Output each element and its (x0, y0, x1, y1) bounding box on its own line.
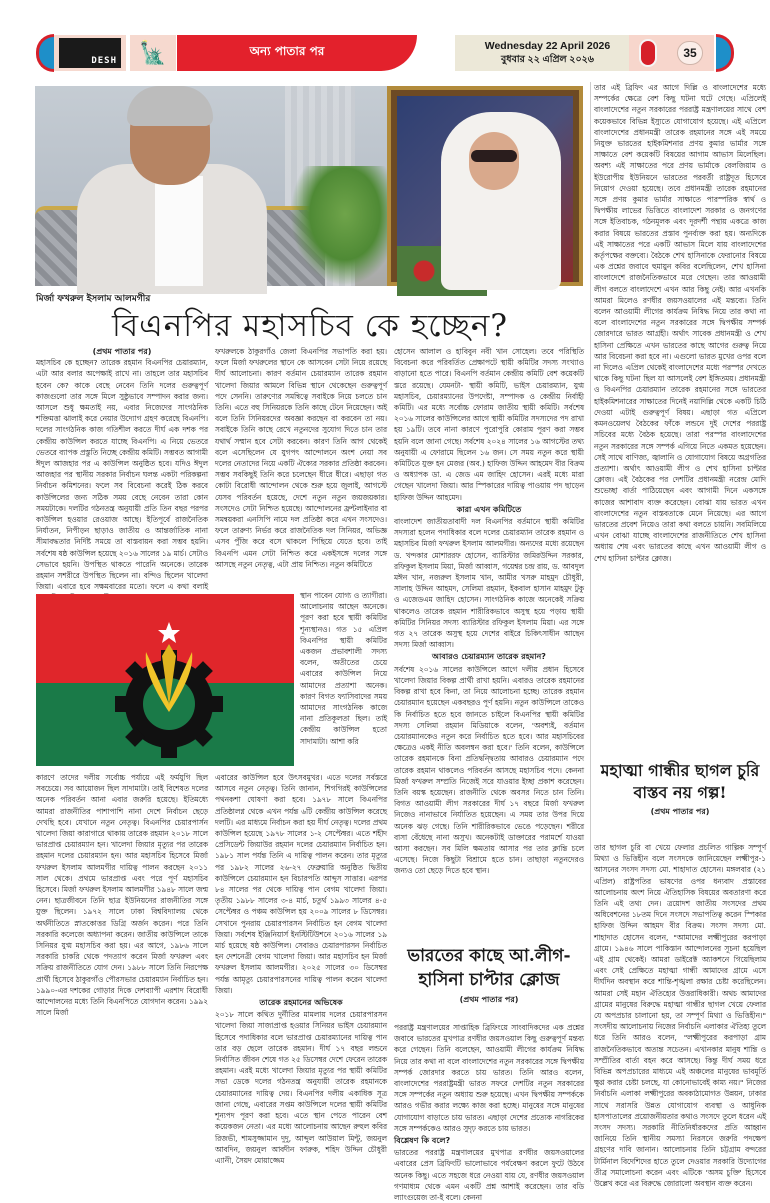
photo-caption: মির্জা ফখরুল ইসলাম আলমগীর (36, 294, 151, 304)
subheading-tarique: তারেক রহমানের অভিষেক (259, 998, 343, 1008)
main-article-column-2 (215, 346, 387, 586)
india-continued-label (394, 994, 584, 1005)
article-text: পররাষ্ট্র মন্ত্রণালয়ের সাপ্তাহিক ব্রিফিংয়ে সাংবাদিকদের এক প্রশ্নের জবাবে ভারতের মুখপাত্র রণধীর জয়সওয়াল কিছু গুরুত্বপূর্ণ মন্তব্য করে গেছেন। তিনি বলেছেন, আওয়ামী লীগের কার্যক্রম নিষিদ্ধ নিয়ে তার কথা না বলে বাংলাদেশের নতুন সরকারের সঙ্গে দ্বিপক্ষীয় সম্পর্ক জোরদার করতে চায় ভারত। তিনি আরও বলেন, বাংলাদেশের পররাষ্ট্রমন্ত্রী ভারত সফরে দেশটির নতুন সরকারের সঙ্গে সম্পর্কের নতুন অধ্যায় শুরু হয়েছে। এখন দ্বিপক্ষীয় সম্পর্ককে আরও গভীর করার লক্ষ্যে কাজ করা হচ্ছে। মানুষের সঙ্গে মানুষের যোগাযোগ বাড়াতে চায় ভারত। এছাড়া দেশের প্রত্যেক নাগরিকের সঙ্গে সম্পর্ককেও আরও সুদৃঢ় করতে চায় ভারত। (394, 1023, 584, 1133)
gandhi-article-body (594, 842, 766, 1189)
newspaper-logo[interactable] (54, 35, 126, 71)
main-article-column-3 (394, 346, 584, 896)
page-number-box (629, 35, 714, 71)
article-text: ২০১৮ সালে কথিত দুর্নীতির মামলায় দলের চেয়ারপারসন খালেদা জিয়া সাজাপ্রাপ্ত হওয়ার সিনিয়র ভাইস চেয়ারম্যান হিসেবে পদাধিকার বলে ভারপ্রাপ্ত চেয়ারম্যানের দায়িত্ব পান তার বড় ছেলে তারেক রহমান। দীর্ঘ ১৭ বছর লন্ডনে নির্বাসিত জীবন শেষে গত ২৫ ডিসেম্বর দেশে ফেরেন তারেক রহমান। এরই মধ্যে খালেদা জিয়ার মৃত্যুর পর স্থায়ী কমিটির সভা ডেকে দলের গঠনতন্ত্র অনুযায়ী তারেক রহমানকে চেয়ারম্যানের দায়িত্ব দেয়। বিএনপির দলীয় একাধিক সূত্র জানা গেছে, এবারের সপ্তম কাউন্সিলে দলের স্থায়ী কমিটির শূন্যপদ পূরণ করা হবে। এতে স্থান পেতে পারেন বেশ কয়েকজন নেতা। এর মধ্যে আলোচনায় আছেন রুহুল কবির রিজভী, শামসুজ্জামান দুদু, আব্দুল আউয়াল মিন্টু, জয়নুল আবদিন, জয়নুল আবদীন ফারুক, শহিদ উদ্দিন চৌধুরী এ্যানী, সৈয়দ মোয়াজ্জেম (215, 1010, 387, 1165)
date-bangla: বুধবার ২২ এপ্রিল ২০২৬ (501, 54, 594, 65)
article-text: স্থান পাবেন যোগ্য ও ত্যাগীরা। আলোচনায় আছেন অনেকে। পূরণ করা হবে স্থায়ী কমিটির শূন্যস্থানও। গত ১৫ এপ্রিল বিএনপির স্থায়ী কমিটির একজন প্রভাবশালী সদস্য বলেন, অতীতের চেয়ে এবারের কাউন্সিল নিয়ে আমাদের প্রত্যাশা অনেক। কারণ বিগত ফ্যাসিবাদের সময় আমাদের সাংগঠনিক কাজে নানা প্রতিকূলতা ছিল। তাই কেন্দ্রীয় কাউন্সিল হতো সাদামাটা। আশা করি (300, 591, 387, 746)
subheading-committee: কারা এখন কমিটিতে (456, 504, 522, 514)
continued-from-label: (প্রথম পাতার পর) (459, 995, 519, 1004)
logo-mark: DESH (59, 38, 121, 68)
article-text: এবারের কাউন্সিল হবে উৎসবমুখর। এতে দলের সর্বস্তরে আসবে নতুন নেতৃত্ব। তিনি জানান, শিগগিরই কাউন্সিলের পথনকশা ঘোষণা করা হবে। ১৯৭৮ সালে বিএনপির প্রতিষ্ঠালগ্ন থেকে এখন পর্যন্ত ৬টি কেন্দ্রীয় কাউন্সিল করেছে দলটি। এর মাধ্যমে নির্বাচন করা হয় দীর্ঘ নেতৃত্ব। দলের প্রথম কাউন্সিল হয়েছে ১৯৭৮ সালের ১-২ সেপ্টেম্বর। এতে শহীদ প্রেসিডেন্ট জিয়াউর রহমান দলের চেয়ারম্যান নির্বাচিত হন। ১৯৮১ সাল পর্যন্ত তিনি এ দায়িত্ব পালন করেন। তার মৃত্যুর পর ১৯৮২ সালের ২৬-২৭ ফেব্রুয়ারি অনুষ্ঠিত দ্বিতীয় কাউন্সিলে চেয়ারম্যান হন বিচারপতি আব্দুস সাত্তার। এরপর ৮৪ সালের পর থেকে দায়িত্ব পান বেগম খালেদা জিয়া। তৃতীয় ১৯৮৮ সালের ৩-৪ মার্চ, চতুর্থ ১৯৯৩ সালের ৪-৫ সেপ্টেম্বর ও পঞ্চম কাউন্সিল হয় ২০০৯ সালের ৮ ডিসেম্বর। সেখানে পুনরায় চেয়ারপারসন নির্বাচিত হন বেগম খালেদা জিয়া। সর্বশেষ ইঞ্জিনিয়ার্স ইনস্টিটিউশনে ২০১৬ সালের ১৯ মার্চ হয়েছে ষষ্ঠ কাউন্সিল। সেবারও চেয়ারপারসন নির্বাচিত হন দেশনেত্রী বেগম খালেদা জিয়া। আর মহাসচিব হন মির্জা ফখরুল ইসলাম আলমগীর। ২০২৫ সালের ৩০ ডিসেম্বর পর্যন্ত আমৃত্যু চেয়ারপারসনের দায়িত্ব পালন করেন খালেদা জিয়া। (215, 773, 387, 995)
main-article-column-1 (36, 346, 208, 592)
photo-portrait-frame (387, 86, 583, 286)
subheading-chairman-again: আবারও চেয়ারম্যান তারেক রহমান? (432, 652, 546, 662)
continued-from-label: (প্রথম পাতার পর) (92, 347, 152, 356)
continued-from-label: (প্রথম পাতার পর) (650, 807, 710, 816)
article-text: তার ছাগল চুরি বা খেয়ে ফেলার প্রচলিত গাল্পিক সম্পূর্ণ মিথ্যা ও ভিত্তিহীন বলে সংসদকে জানিয়েছেন লক্ষ্মীপুর-১ আসনের সংসদ সদস্য মো. শাহাদাত হোসেন। মঙ্গলবার (২১ এপ্রিল) রাষ্ট্রপতির ভাষণের ওপর ধন্যবাদ প্রস্তাবের আলোচনায় অংশ নিয়ে ঐতিহাসিক বিষয়ের অবতারণা করে তিনি এই তথ্য দেন। ত্রয়োদশ জাতীয় সংসদের প্রথম অধিবেশনের ১৮তম দিনে সংসদে সভাপতিত্ব করেন স্পিকার হাফিজ উদ্দিন আহমদ বীর বিক্রম। সংসদ সদস্য মো. শাহাদাত হোসেন বলেন, "আমাদের লক্ষ্মীপুরের করপাড়া গ্রামে। ১৯৪৬ সালে পাকিস্তান আন্দোলনের সূচনা হয়েছিল এই গ্রাম থেকেই। আমরা ডাইরেক্ট অ্যাকশনে গিয়েছিলাম এবং সেই প্রেক্ষিতে মহাত্মা গান্ধী আমাদের গ্রামে এসে দীর্ঘদিন অবস্থান করে শান্তি-শৃঙ্খলা রক্ষার চেষ্টা করেছিলেন। আমরা সেই মহান ঐতিহ্যের উত্তরাধিকারী। অথচ আমাদের গ্রামের মানুষের বিরুদ্ধে মহাত্মা গান্ধীর ছাগল খেয়ে ফেলার যে অপপ্রচার চালানো হয়, তা সম্পূর্ণ মিথ্যা ও ভিত্তিহীন।" সংসদীয় আলোচনায় নিজের নির্বাচনি এলাকার ঐতিহ্য তুলে ধরে তিনি আরও বলেন, "লক্ষ্মীপুরের করপাড়া গ্রাম রাজনৈতিকভাবে অত্যন্ত সচেতন। এখানকার মানুষ শান্তি ও সম্প্রীতির বার্তা বহন করে আসছে। কিন্তু দীর্ঘ সময় ধরে বিভিন্ন অপপ্রচারের মাধ্যমে এই অঞ্চলের মানুষের ভাবমূর্তি ক্ষুণ্ণ করার চেষ্টা চলছে, যা কোনোভাবেই কাম্য নয়।" নিজের নির্বাচনি এলাকা লক্ষ্মীপুরের অবকাঠামোগত উন্নয়ন, ঢাকার সাথে সরাসরি উন্নত যোগাযোগ ব্যবস্থা ও আধুনিক হাসপাতালের প্রয়োজনীয়তার কথাও সংসদে তুলে ধরেন এই সংসদ সদস্য। সরকারি নীতিনির্ধারকদের প্রতি আহ্বান জানিয়ে তিনি স্থানীয় সমস্যা নিরসনে জরুরি পদক্ষেপ গ্রহণের দাবি জানান। আলোচনায় তিনি চট্টগ্রাম বন্দরের টার্মিনাল বিদেশিদের হাতে তুলে দেওয়ার সরকারি উদ্যোগের তীব্র সমালোচনা করেন এবং এটিকে 'অসম চুক্তি' হিসেবে উল্লেখ করে এর বিরুদ্ধে জোরালো অবস্থান ব্যক্ত করেন। (594, 843, 766, 1189)
photo-plant (290, 166, 400, 286)
portrait-sunglasses (471, 150, 517, 162)
column-divider (590, 82, 591, 1182)
gandhi-continued-label (594, 806, 766, 817)
article-text: হোসেন আলাল ও হাবিবুন নবী খান সোহেল। তবে পরিস্থিতি বিবেচনা করে পরিবর্তিত প্রেক্ষাপটে স্থায়ী কমিটির সদস্য সংখ্যাও বাড়ানো হতে পারে। বিএনপি বর্তমান কেন্দ্রীয় কমিটি বেশ কয়েকটি স্তরে রয়েছে। যেমনটা- স্থায়ী কমিটি, ভাইস চেয়ারম্যান, যুগ্ম মহাসচিব, চেয়ারম্যানের উপদেষ্টা, সম্পাদক ও কেন্দ্রীয় নির্বাহী কমিটি। এর মধ্যে সর্বোচ্চ ফোরাম জাতীয় স্থায়ী কমিটি। সর্বশেষ ২০১৬ সালের কাউন্সিলের আগে স্থায়ী কমিটির সদস্যদের পদ রাখা হয় ১৯টি। তবে নানা কারণে পুরোপুরি কোরাম পূরণ করা সম্ভব হয়নি বলে জানা গেছে। সর্বশেষ ২০২৪ সালের ১৬ আগস্টের তথ্য অনুযায়ী এ ফোরামে ছিলেন ১৬ জন। সে সময় নতুন করে স্থায়ী কমিটিতে যুক্ত হন মেজর (অব.) হাফিজ উদ্দিন আহমেদ বীর বিক্রম ও অধ্যাপক ডা. এ জেড এম জাহিদ হোসেন। এরই মধ্যে মারা গেছেন খালেদা জিয়া। আর স্পিকারের দায়িত্ব পাওয়ায় পদ ছাড়েন হাফিজ উদ্দিন আহমেদ। (394, 347, 584, 502)
gandhi-article-headline[interactable]: মহাত্মা গান্ধীর ছাগল চুরি বাস্তব নয় গল্প! (600, 761, 760, 802)
page-number: 35 (677, 41, 703, 65)
article-text: বাংলাদেশ জাতীয়তাবাদী দল বিএনপির বর্তমানে স্থায়ী কমিটির সদস্যরা হলেন পদাধিকার বলে দলের চেয়ারম্যান তারেক রহমান ও মহাসচিব মির্জা ফখরুল ইসলাম আলমগীর। অন্যদের মধ্যে রয়েছেন ড. খন্দকার মোশাররফ হোসেন, ব্যারিস্টার জমিরউদ্দিন সরকার, রফিকুল ইসলাম মিয়া, মির্জা আব্বাস, গয়েশ্বর চন্দ্র রায়, ড. আবদুল মঈন খান, নজরুল ইসলাম খান, আমীর খসরু মাহমুদ চৌধুরী, সালাহ উদ্দিন আহমদ, সেলিমা রহমান, ইকবাল হাসান মাহমুদ টুকু ও এজেডএম জাহিদ হোসেন। সাংগঠনিক কাজে অনেকেই সক্রিয় থাকলেও তারেক রহমান শারীরিকভাবে অসুস্থ হয়ে পড়ায় স্থায়ী কমিটির সিনিয়র সদস্য ব্যারিস্টার রফিকুল ইসলাম মিয়া। এর সঙ্গে গত ২৭ তারেক অসুস্থ হয়ে দেশের বাইরে চিকিৎসাধীন আছেন সদস্য মির্জা আব্বাস। (394, 517, 584, 650)
header-right-arc (716, 34, 734, 72)
article-text: মহাসচিব কে হচ্ছেন? তারেক রহমান বিএনপির চেয়ারম্যান, এটা আর বলার অপেক্ষাই রাখে না। তাহলে তার মহাসচিব হবেন কে? কাকে বেছে নেবেন তিনি দলের গুরুত্বপূর্ণ কাজগুলো তার সঙ্গে মিলে সুষ্ঠুভাবে সম্পাদন করার জন্য। আসলে শুধু ক্ষমতাই নয়, এবার নিজেদের সাংগঠনিক শক্তিমত্তা ঝালাই করে নেয়ার উদ্যোগ গ্রহণ করেছে বিএনপি। দলের সাংগঠনিক কাজ গতিশীল করতে দীর্ঘ এক দশক পর কেন্দ্রীয় কাউন্সিল করতে যাচ্ছে বিএনপি। এ নিয়ে ভেতরে ভেতরে ব্যাপক প্রস্তুতি নিচ্ছে কেন্দ্রীয় কমিটি। সম্ভবত আগামী ঈদুল আজহার পর এ কাউন্সিল অনুষ্ঠিত হবে। যদিও ঈদুল আজহার পর স্থানীয় সরকার নির্বাচন ঘলন্ত একটা পরিকল্পনা নির্বাচন কমিশনের। ফলে সব বিবেচনা করেই ঠিক করবে কাউন্সিলের জন্য সঠিক সময় বেছে নেবেন তারা কোন সময়টাকে। দলটির গঠনতন্ত্র অনুযায়ী প্রতি তিন বছর পরপর কাউন্সিল হওয়ার রেওয়াজ আছে। ইতিপূর্বে রাজনৈতিক নির্যাতন, নিপীড়ন ছাড়াও জাতীয় ও আন্তর্জাতিক নানা সীমাবদ্ধতার নির্দিষ্ট সময়ে তা বাস্তবায়ন করা সম্ভব হয়নি। সর্বশেষ ষষ্ঠ কাউন্সিল হয়েছে ২০১৬ সালের ১৯ মার্চ। সেটাও সেভাবে হয়নি। উপস্থিত থাকতে পারেনি অনেকে। তারেক রহমান সশরীরে উপস্থিত ছিলেন না। বন্দিও ছিলেন খালেদা জিয়া। এবারে হবে সক্ষমবারের মতো। ফলে এ কথা বলাই (36, 358, 208, 592)
article-text: ভারতের পররাষ্ট্র মন্ত্রণালয়ের মুখপাত্র রণধীর জয়সওয়ালের এবারের প্রেস ব্রিফিংটি ভালোভাবে পর্যবেক্ষণ করলে ফুটে উঠবে অনেক কিছু। এতে সহজে ধরে নেওয়া যায় যে, রণধীর জয়সওয়াল গণমাধ্যম থেকে এমন একটি প্রশ্ন আশাই করেছেন। তার বডি ল্যাংগুয়েজ তা-ই বলে। কেননা (394, 1148, 584, 1203)
star-icon (158, 622, 180, 643)
subheading-analysis: বিশ্লেষণ কি বলে? (394, 1136, 451, 1146)
main-article-column-2-continued (215, 772, 387, 1184)
india-article-headline[interactable]: ভারতের কাছে আ.লীগ-হাসিনা চাপ্টার ক্লোজ (407, 946, 571, 990)
article-text: তার এই ব্রিফিং এর আগে দিল্লি ও বাংলাদেশের মধ্যে সম্পর্কের ক্ষেত্রে বেশ কিছু ঘটনা ঘটে গেছে। এপ্রিলেই বাংলাদেশের নতুন সরকারের পররাষ্ট্র মন্ত্রণালয়ের সাথে বেশ কয়েকভাবে বিভিন্ন ইস্যুতে যোগাযোগ হয়েছে। এই এপ্রিলে বাংলাদেশের প্রধানমন্ত্রী তারেক রহমানের সঙ্গে এই সময়ে নিযুক্ত ভারতের হাইকমিশনার প্রণয় কুমার ভার্মার সঙ্গে সাক্ষাতে বেশ কয়েকটি বিষয়ের আগাম আভাস মিলেছিল। অবশ্য এই সাক্ষাতের পরে প্রণয় ভার্মাকে বেলজিয়াম ও ইউরোপীয় ইউনিয়নে ভারতের পরবর্তী রাষ্ট্রদূত হিসেবে নিয়োগ দেওয়া হয়েছে। তবে প্রধানমন্ত্রী তারেক রহমানের সঙ্গে প্রণয় কুমার ভার্মার সাক্ষাতে পারস্পরিক স্বার্থ ও দ্বিপক্ষীয় লাভের ভিত্তিতে বাংলাদেশ সরকার ও জনগণের সঙ্গে ইতিবাচক, গঠনমূলক এবং দূরদর্শী পন্থায় একত্রে কাজ করার বিষয়ে ভারতের প্রস্তাব পুনর্ব্যক্ত করা হয়। অন্যদিকে এই সাক্ষাতের পরে একটি আভাস মিলে যায় বাংলাদেশের কর্তৃপক্ষের বক্তব্যে। বৈঠকে শেখ হাসিনাকে ফেরানোর বিষয়ে এক প্রশ্নের জবাবে হুমায়ুন কবির বলেছিলেন, শেখ হাসিনা বাংলাদেশে রাজনৈতিকভাবে মরে গেছেন। তার আওয়ামী লীগ বলতে বাংলাদেশে এখন আর কিছু নেই। আর এখনকি আমরা মিলেও রণধীর জয়সওয়ালের এই মন্তব্যে। তিনি বলেন আওয়ামী লীগের কার্যক্রম নিষিদ্ধ নিয়ে তার কথা না বলে বাংলাদেশের নতুন সরকারের সঙ্গে দ্বিপক্ষীয় সম্পর্ক জোরদারে ভারত আগ্রহী। অর্থাৎ সাবেক প্রধানমন্ত্রী ও শেখ হাসিনা প্রেক্ষিতে এখন ভারতের কাছে আগের গুরুত্ব নিয়ে আর বিবেচনা করা হবে না। এগুলো ভারত মুখের ওপর বলে না দিলেও এপ্রিল থেকেই বাংলাদেশের মধ্যে পরস্পর দেখতে থাকে কিছু ঘটনা ছিল যা আসলেই বেশ ইঙ্গিতময়। প্রধানমন্ত্রী ও বিএনপির চেয়ারম্যান তারেক রহমানের সঙ্গে ভারতের হাইকমিশনারের সাক্ষাতের দিনেই নয়াদিল্লি থেকে একটি চিঠি দেওয়া এটাই গুরুত্বপূর্ণ বিষয়। এছাড়া গত এপ্রিলে কমনওয়েলথ বৈঠকের ফাঁকে লন্ডনে দুই দেশের পররাষ্ট্র সচিবের মধ্যে বৈঠক হয়েছে। তারা পরস্পর বাংলাদেশের নতুন সরকারের সঙ্গে সম্পর্ক এগিয়ে নিতে একমত হয়েছেন। সেই সাথে বাণিজ্য, জ্বালানি ও যোগাযোগ বিষয়ে অগ্রগতির প্রত্যাশা। অর্থাৎ আওয়ামী লীগ ও শেখ হাসিনা চাপ্টার ক্লোজ। এই বৈঠকের পর দেশটির প্রধানমন্ত্রী নরেন্দ্র মোদি শুভেচ্ছা বার্তা পাঠিয়েছেন এবং আগামী দিনে একসঙ্গে কাজের আশাবাদ ব্যক্ত করেছেন। বোঝা যায় ভারত এখন বাংলাদেশের নতুন বাস্তবতাকে মেনে নিয়েছে। এর আগে ভারতের প্রবেশ নিয়েও তারা কথা বলতে চায়নি। সবমিলিয়ে এখন বোঝা যাচ্ছে বাংলাদেশের রাজনীতিতে শেখ হাসিনা অধ্যায় শেষ এবং ভারতের কাছে এখন আওয়ামী লীগ ও শেখ হাসিনা চাপ্টার ক্লোজ। (594, 83, 766, 563)
article-text: সর্বশেষ ২০১৬ সালের কাউন্সিলে আগে দলীয় প্রধান হিসেবে খালেদা জিয়ার বিকল্প প্রার্থী রাখা হয়নি। এবারও তারেক রহমানের বিকল্প রাখা হবে কিনা, তা নিয়ে আলোচনা হচ্ছে। তারেক রহমান চেয়ারম্যান হয়েছেন একবছরও পূর্ণ হয়নি। নতুন কাউন্সিলে তাকেও কি নির্বাচিত হতে হবে জানতে চাইলে বিএনপির স্থায়ী কমিটির সদস্য সেলিমা রহমান মিডিয়াকে বলেন, 'অবশ্যই, বর্তমান চেয়ারম্যানকেও নতুন করে নির্বাচিত হতে হবে। আর মহাসচিবের ক্ষেত্রেও একই নীতি অবলম্বন করা হবে।' তিনি বলেন, কাউন্সিলে তারেক রহমানকে বিনা প্রতিদ্বন্দ্বিতায় আবারও চেয়ারম্যান পদে তারেক রহমান থাকলেও পরিবর্তন আসছে মহাসচিব পদে। কেননা মির্জা ফখরুল সম্প্রতি নিজেই সরে যাওয়ার ইচ্ছা প্রকাশ করেছেন। তিনি বয়স্ক হয়েছেন। রাজনীতি থেকে অবসর নিতে চান তিনি। বিগত আওয়ামী লীগ সরকারের দীর্ঘ ১৭ বছরে মির্জা ফখরুল নিজেও নানাভাবে নির্যাতিত হয়েছেন। এ সময় তার উপর দিয়ে অনেক ঝড় গেছে। তিনি শারীরিকভাবে ভেঙে পড়েছেন। শরীরে বাসা বেঁধেছে নানা অসুখ। অনেকটাই ডাক্তারের পরামর্শে যাওয়া আসা করছেন। সব মিলি ক্ষমতায় আসার পর তার ক্লান্তি চলে এসেছে। নিজে কিছুটা বিশ্রামে হতে চান। তাছাড়া নতুনদেরও জন্যও তো ছেড়ে দিতে হবে স্থান। (394, 664, 584, 876)
article-text: ফখরুলকে ঠাকুরগাঁও জেলা বিএনপির সভাপতি করা হয়। ফলে মির্জা ফখরুলের স্থানে কে আসবেন সেটা নিয়ে রয়েছে দীর্ঘ আলোচনা। কারণ বর্তমান চেয়ারম্যান তারেক রহমান খালেদা জিয়ার আমলে বিভিন্ন স্থানে থেকেছেন গুরুত্বপূর্ণ পদে সেননি। তারুণ্যের সমন্বিত্বে সবাইকে নিয়ে চলতে চান তিনি। এতে বহু সিনিয়রকে তিনি কাছে টেনে নিয়েছেন। অই বলে তিনি সিনিয়রদের অবজ্ঞা করছেন বা করবেন তা নয়। সবাইকে তিনি কাছে রেখে নতুনদের সুযোগ দিতে চান তার যথার্থ সম্মান হবে সেটা করবেন। কারণ তিনি আগ থেকেই বলে এসেছিলেন যে যুগপৎ আন্দোলনে অংশ নেয়া সব দলের নেতাদের নিয়ে একটি ঐক্যের সরকার প্রতিষ্ঠা করবেন। সম্ভব সবকিছুই তিনি করে চলেছেন ধীরে ধীরে। এছাড়া গত কোটা বিরোধী আন্দোলন থেকে শুরু হয়ে জুলাই, আগস্টে যেসব পরিবর্তন হয়েছে, দেশে নতুন নতুন জয়জয়কার। সংসদেও সেটা নিশ্চিত হয়েছে। আন্দোলনের ফ্রন্টলাইনার বা সমন্বয়করা এনসিপি নামে দল প্রতিষ্ঠা করে এখন সংসদেও। ফলে তারুণ্য নির্ভর করে রাজনৈতিক দল সিনিয়র, অভিজ্ঞ এসব পুঁজি করে বসে থাকলে পিছিয়ে যেতে হবে। তাই বিএনপি এমন সেটা নিশ্চিত করে একইসঙ্গে দলের সঙ্গে আসছে নতুন নেতৃত্ব, এটা প্রায় নিশ্চিত। নতুন কমিটিতে (215, 347, 387, 569)
main-article-column-2-beside-flag (300, 590, 387, 770)
statue-of-liberty-icon: 🗽 (130, 35, 176, 71)
flag-emblem (36, 594, 294, 766)
bnp-flag-image[interactable] (36, 594, 294, 766)
cricket-ball-icon (639, 39, 657, 67)
photo-man-hair (127, 86, 213, 126)
section-label: অন্য পাতার পর (249, 44, 325, 58)
section-banner (177, 35, 417, 71)
header-left-arc (36, 34, 54, 72)
article-photo[interactable] (35, 86, 583, 286)
date-english: Wednesday 22 April 2026 (484, 40, 611, 52)
main-headline[interactable]: বিএনপির মহাসচিব কে হচ্ছেন? (111, 308, 509, 344)
photo-man-shirt (155, 176, 203, 286)
article-text: কারণে তাদের দলীয় সর্বোচ্চ পর্যায়ে এই ফর্মযুগি ছিল সবচেয়ে। সব আয়োজন ছিল সাদামাটা। তাই বিশেষত দলের অনেক পরিবর্তন আনা এবার জরুরি হয়েছে। ইতিমধ্যে আমরা রাজনীতির পাশাপাশি নানা দেশে নির্বাচন ছেড়ে দেখছি হবে। যেখানে নতুন নেতৃত্ব। বিএনপির চেয়ারপার্সন খালেদা জিয়া কারাগারে থাকায় তারেক রহমান ২০১৮ সালে ভারপ্রাপ্ত চেয়ারম্যান হন। খালেদা জিয়ার মৃত্যুর পর তারেক রহমান দলের চেয়ারম্যান হন। আর মহাসচিব হিসেবে মির্জা ফখরুল ইসলাম আলমগীর দায়িত্ব পালন করছেন ২০১১ সাল থেকে। প্রথমে ভারপ্রাপ্ত এবং পরে পূর্ণ মহাসচিব হিসেবে। মির্জা ফখরুল ইসলাম আলমগীর ১৯৪৮ সালে জন্ম নেন। ছাত্রজীবনে তিনি ছাত্র ইউনিয়নের রাজনীতির সঙ্গে যুক্ত ছিলেন। ১৯৭২ সালে ঢাকা বিশ্ববিদ্যালয় থেকে অর্থনীতিতে স্নাতকোত্তর ডিগ্রি অর্জন করেন। পরে তিনি সরকারি কলেজে অধ্যাপনা করেন। জাতীয় কাউন্সিলে তাকে সিনিয়র যুগ্ম মহাসচিব করা হয়। এর আগে, ১৯৮৬ সালে সরকারি চাকরি থেকে পদত্যাগ করেন মির্জা ফখরুল এবং সক্রিয় রাজনীতিতে যোগ দেন। ১৯৮৮ সালে তিনি নিরপেক্ষ প্রার্থী হিসেবে ঠাকুরগাঁও পৌরসভার চেয়ারম্যান নির্বাচিত হন। ১৯৯০-এর দশকের গোড়ার দিকে দেশব্যাপী এরশাদ বিরোধী আন্দোলনের মধ্যে তিনি বিএনপিতে যোগদান করেন। ১৯৯২ সালে মির্জা (36, 773, 208, 1018)
main-article-column-1-continued (36, 772, 208, 1184)
india-article-body (394, 1022, 584, 1203)
india-article-column-4 (594, 82, 766, 750)
date-box (455, 35, 640, 71)
